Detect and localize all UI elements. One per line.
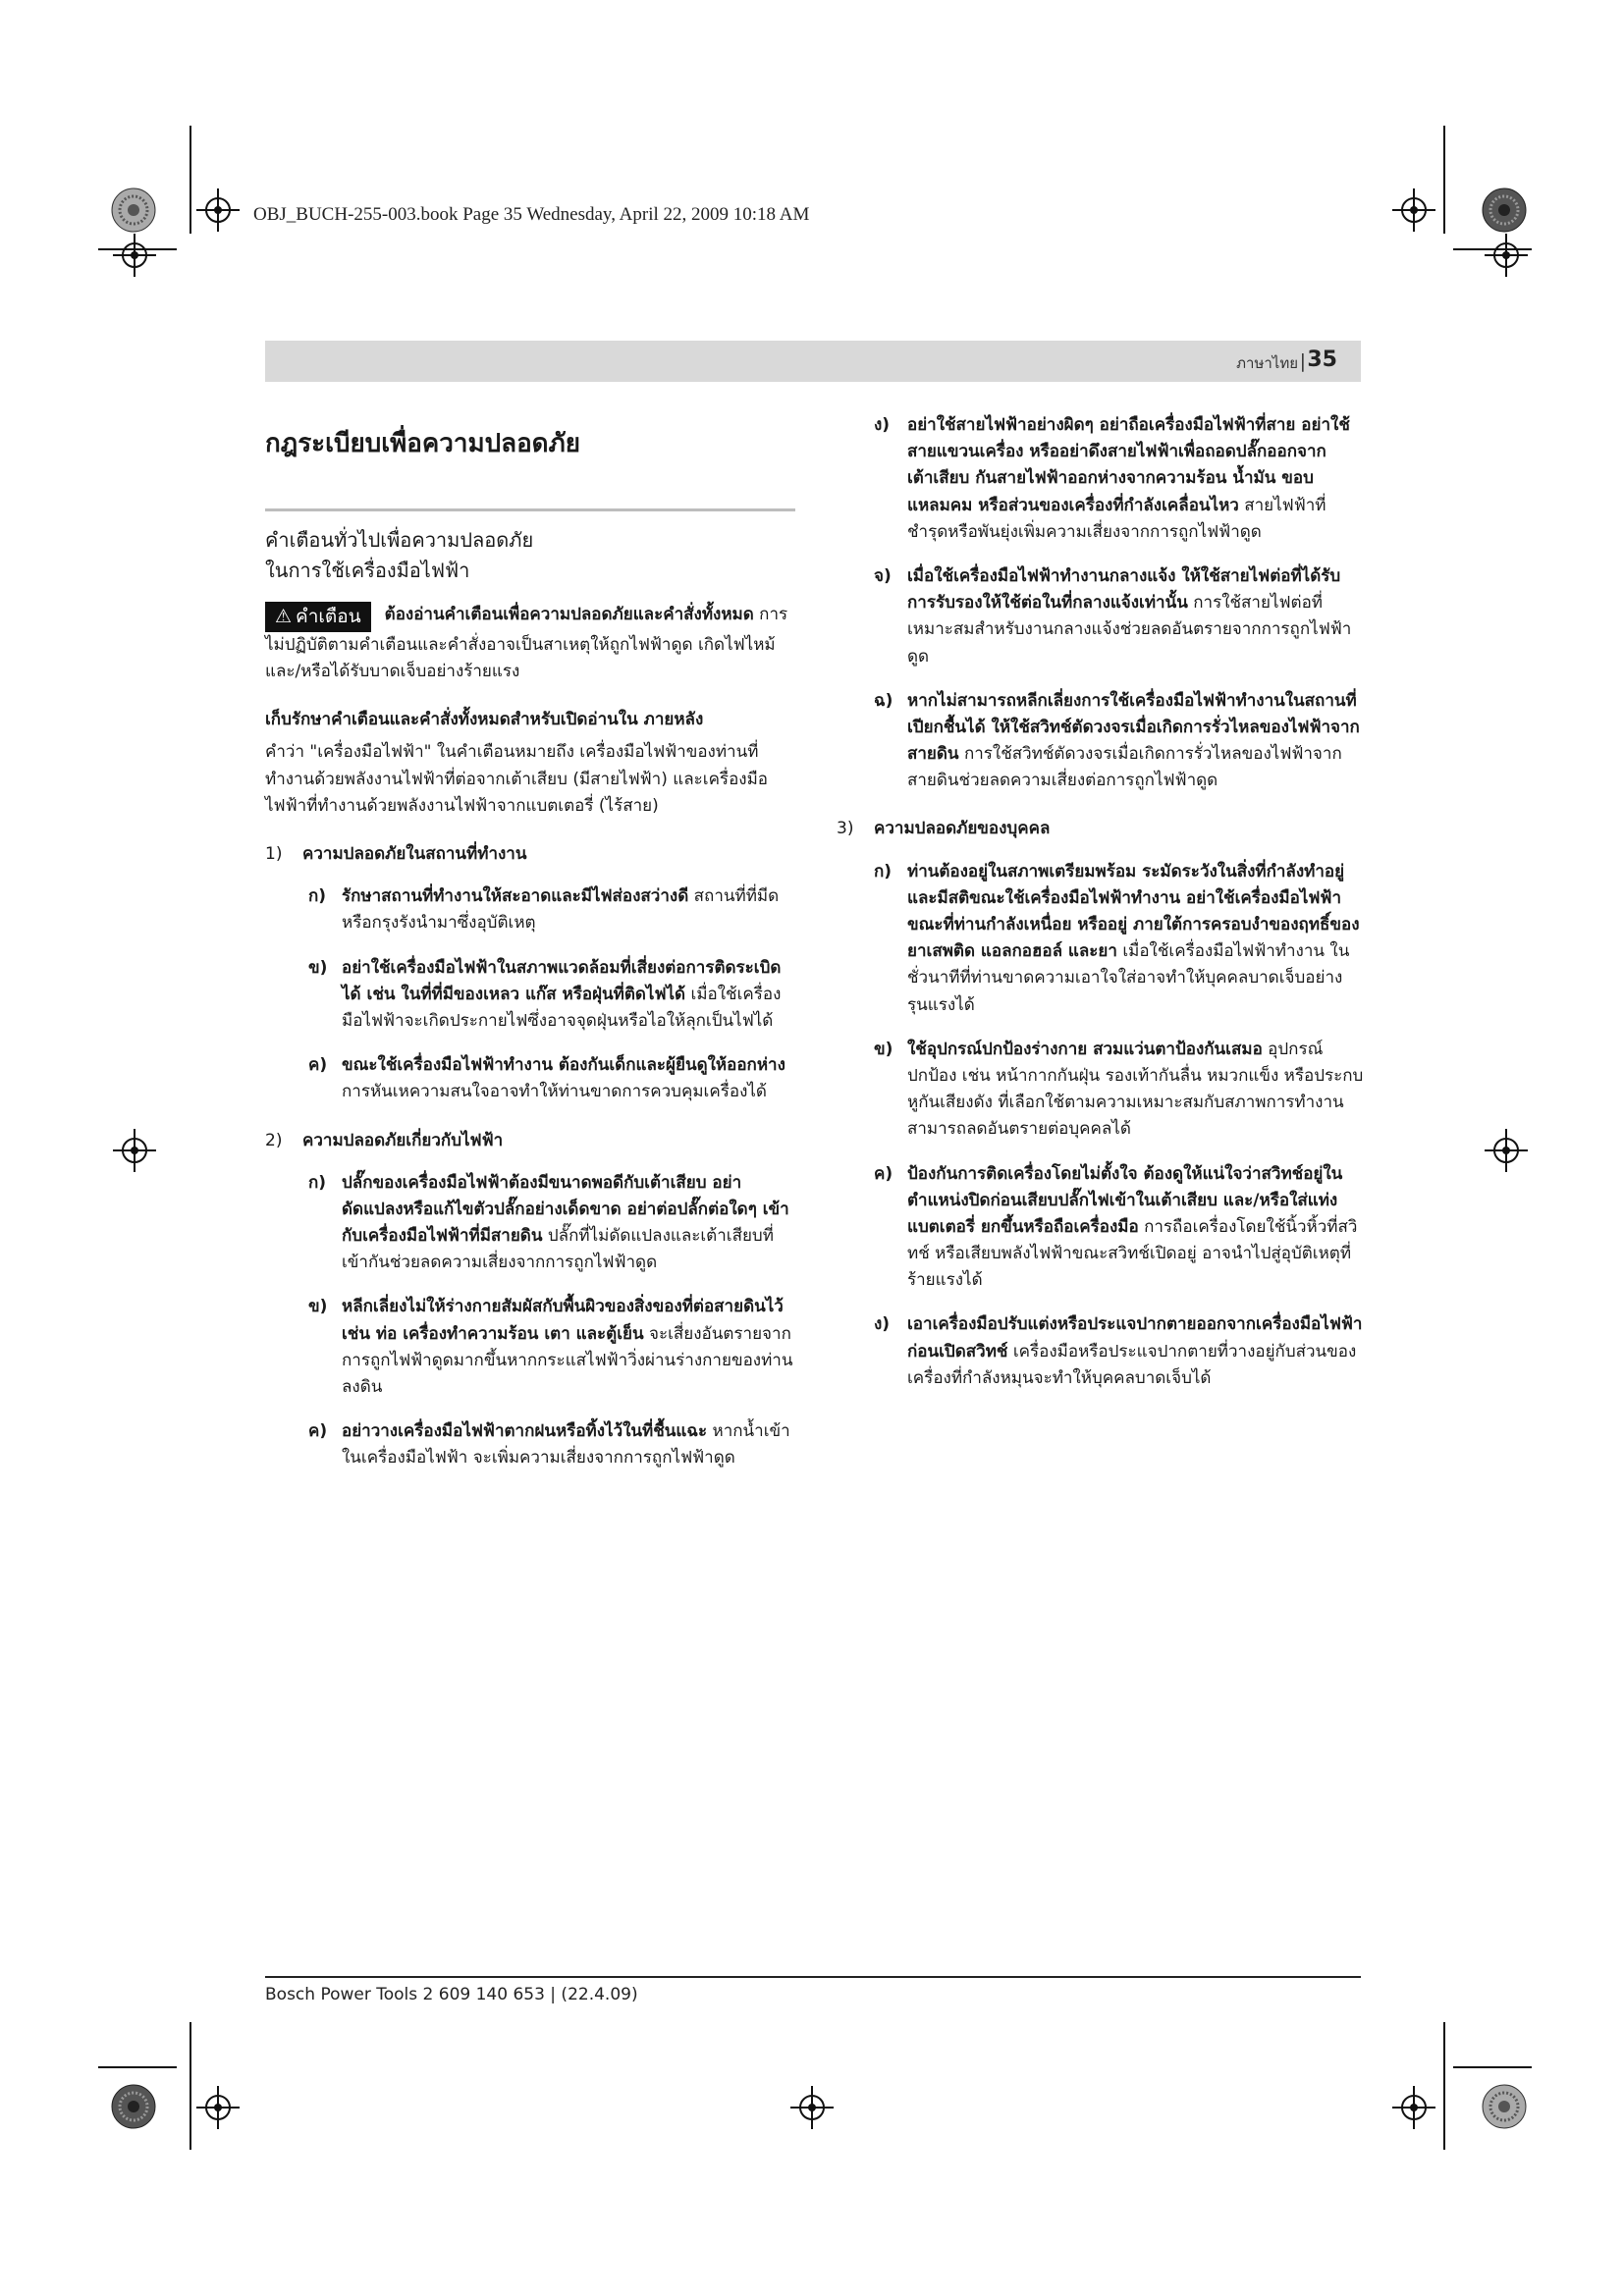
list-item: [874, 1311, 1365, 1392]
item-label: ฉ): [874, 690, 893, 711]
crop-mark: [1443, 2022, 1445, 2150]
section-heading-line2: ในการใช้เครื่องมือไฟฟ้า: [265, 559, 470, 583]
item-bold-text: เอาเครื่องมือปรับแต่งหรือประแจปากตายออกจากเครื่องมือไฟฟ้าก่อนเปิดสวิทช์: [907, 1314, 1363, 1362]
list-item: [874, 688, 1365, 795]
running-header: [265, 341, 1361, 382]
registration-crosshair-icon: [790, 2086, 834, 2129]
warning-triangle-icon: ⚠: [275, 606, 293, 628]
registration-crosshair-icon: [196, 2086, 240, 2129]
item-text: เมื่อใช้เครื่องมือไฟฟ้าทำงาน ในชั่วนาทีที่ท่านขาดความเอาใจใส่อาจทำให้บุคคลบาดเจ็บอย่างรุนแรงได้: [907, 941, 1350, 1015]
item-label: ค): [308, 1421, 328, 1442]
section-1-heading: [265, 841, 795, 868]
item-bold-text: ใช้อุปกรณ์ปกป้องร่างกาย สวมแว่นตาป้องกันเสมอ: [907, 1039, 1263, 1059]
crop-mark: [1453, 2066, 1532, 2068]
section-2-heading: [265, 1128, 795, 1154]
item-bold-text: เมื่อใช้เครื่องมือไฟฟ้าทำงานกลางแจ้ง ให้ใช้สายไฟต่อที่ได้รับการรับรองให้ใช้ต่อในที่กลางแจ้งเท่านั้น: [907, 565, 1341, 614]
section-number: 1): [265, 844, 283, 865]
section-heading: [265, 525, 795, 586]
warning-badge: [265, 602, 371, 632]
section-number: 3): [837, 819, 854, 839]
item-label: ข): [308, 1297, 328, 1317]
item-label: ค): [874, 1163, 893, 1184]
item-label: ข): [874, 1039, 893, 1059]
item-text: อุปกรณ์ปกป้อง เช่น หน้ากากกันฝุ่น รองเท้ากันลื่น หมวกแข็ง หรือประกบหูกันเสียงดัง ที่เลือกใช้ตามความเหมาะสมกับสภาพการทำงาน สามารถลดอันตรายต่อบุคคลได้: [907, 1039, 1364, 1140]
list-item: [308, 1052, 795, 1105]
section-title: ความปลอดภัยเกี่ยวกับไฟฟ้า: [302, 1130, 504, 1150]
warning-badge-label: คำเตือน: [296, 606, 361, 628]
color-bar-rosette-icon: [1481, 2083, 1528, 2130]
item-text: สายไฟฟ้าที่ชำรุดหรือพันยุ่งเพิ่มความเสี่ยงจากการถูกไฟฟ้าดูด: [907, 495, 1326, 542]
registration-crosshair-icon: [1485, 1129, 1528, 1172]
section-title: ความปลอดภัยในสถานที่ทำงาน: [302, 844, 527, 865]
item-text: จะเสี่ยงอันตรายจากการถูกไฟฟ้าดูดมากขึ้นหากกระแสไฟฟ้าวิ่งผ่านร่างกายของท่านลงดิน: [342, 1323, 793, 1398]
item-text: การถือเครื่องโดยใช้นิ้วหิ้วที่สวิทช์ หรือเสียบพลังไฟฟ้าขณะสวิทช์เปิดอยู่ อาจนำไปสู่อุบัติเหตุที่ร้ายแรงได้: [907, 1216, 1358, 1291]
registration-crosshair-icon: [113, 234, 156, 277]
item-text: สถานที่ที่มีดหรือกรุงรังนำมาซึ่งอุบัติเหตุ: [342, 886, 780, 934]
warning-bold-text: ต้องอ่านคำเตือนเพื่อความปลอดภัยและคำสั่งทั้งหมด: [384, 605, 754, 625]
item-label: ข): [308, 957, 328, 978]
page-number: 35: [1307, 347, 1337, 372]
list-item: [874, 1161, 1365, 1295]
color-bar-rosette-icon: [1481, 187, 1528, 234]
registration-crosshair-icon: [1485, 234, 1528, 277]
item-bold-text: หลีกเลี่ยงไม่ให้ร่างกายสัมผัสกับพื้นผิวของสิ่งของที่ต่อสายดินไว้ เช่น ท่อ เครื่องทำความร้อน เตา และตู้เย็น: [342, 1297, 784, 1344]
color-bar-rosette-icon: [110, 187, 157, 234]
file-header: OBJ_BUCH-255-003.book Page 35 Wednesday, April 22, 2009 10:18 AM: [253, 204, 810, 225]
footer-rule: [265, 1976, 1361, 1978]
keep-instructions-heading: เก็บรักษาคำเตือนและคำสั่งทั้งหมดสำหรับเปิดอ่านใน ภายหลัง: [265, 710, 704, 730]
list-item: [874, 859, 1365, 1019]
item-label: ก): [308, 886, 327, 907]
section-heading-line1: คำเตือนทั่วไปเพื่อความปลอดภัย: [265, 528, 534, 553]
page-footer: Bosch Power Tools 2 609 140 653 | (22.4.09): [265, 1985, 638, 2004]
list-item: [308, 955, 795, 1036]
crop-mark: [1443, 126, 1445, 234]
item-label: ก): [308, 1172, 327, 1193]
section-title: ความปลอดภัยของบุคคล: [874, 819, 1051, 839]
item-text: การใช้สวิทช์ตัดวงจรเมื่อเกิดการรั่วไหลของไฟฟ้าจากสายดินช่วยลดความเสี่ยงต่อการถูกไฟฟ้าดูด: [907, 744, 1342, 791]
crop-mark: [98, 2066, 177, 2068]
list-item: [308, 1170, 795, 1277]
header-language: ภาษาไทย: [1236, 354, 1298, 372]
warning-text: การไม่ปฏิบัติตามคำเตือนและคำสั่งอาจเป็นสาเหตุให้ถูกไฟฟ้าดูด เกิดไฟไหม้ และ/หรือได้รับบาดเจ็บอย่างร้ายแรง: [265, 605, 788, 682]
list-item: [308, 1418, 795, 1471]
registration-crosshair-icon: [113, 1129, 156, 1172]
item-text: การใช้สายไฟต่อที่เหมาะสมสำหรับงานกลางแจ้งช่วยลดอันตรายจากการถูกไฟฟ้าดูด: [907, 593, 1352, 667]
item-text: ปลั๊กที่ไม่ดัดแปลงและเต้าเสียบที่เข้ากันช่วยลดความเสี่ยงจากการถูกไฟฟ้าดูด: [342, 1226, 774, 1273]
item-bold-text: อย่าใช้สายไฟฟ้าอย่างผิดๆ อย่าถือเครื่องมือไฟฟ้าที่สาย อย่าใช้สายแขวนเครื่อง หรืออย่าดึงสายไฟฟ้าเพื่อถอดปลั๊กออกจากเต้าเสียบ กันสายไฟฟ้าออกห่างจากความร้อน น้ำมัน ขอบแหลมคม หรือส่วนของเครื่องที่กำลังเคลื่อนไหว: [907, 415, 1350, 515]
crop-mark: [189, 2022, 191, 2150]
header-separator: |: [1299, 350, 1306, 372]
item-text: หากน้ำเข้าในเครื่องมือไฟฟ้า จะเพิ่มความเสี่ยงจากการถูกไฟฟ้าดูด: [342, 1421, 790, 1468]
list-item: [874, 412, 1365, 546]
item-bold-text: หากไม่สามารถหลีกเลี่ยงการใช้เครื่องมือไฟฟ้าทำงานในสถานที่เปียกชื้นได้ ให้ใช้สวิทช์ตัดวงจรเมื่อเกิดการรั่วไหลของไฟฟ้าจากสายดิน: [907, 690, 1360, 765]
item-label: ก): [874, 861, 893, 881]
list-item: [308, 883, 795, 936]
item-text: เครื่องมือหรือประแจปากตายที่วางอยู่กับส่วนของเครื่องที่กำลังหมุนจะทำให้บุคคลบาดเจ็บได้: [907, 1341, 1357, 1388]
section-3-heading: [837, 816, 1365, 842]
warning-block: [265, 602, 795, 685]
item-label: ค): [308, 1055, 328, 1076]
page-title: กฎระเบียบเพื่อความปลอดภัย: [265, 429, 580, 458]
list-item: [874, 563, 1365, 670]
item-label: ง): [874, 1314, 891, 1335]
left-column: [265, 412, 795, 1490]
item-bold-text: อย่าใช้เครื่องมือไฟฟ้าในสภาพแวดล้อมที่เสี่ยงต่อการติดระเบิดได้ เช่น ในที่ที่มีของเหลว แก๊ส หรือฝุ่นที่ติดไฟได้: [342, 957, 782, 1004]
item-bold-text: ขณะใช้เครื่องมือไฟฟ้าทำงาน ต้องกันเด็กและผู้ยืนดูให้ออกห่าง: [342, 1055, 785, 1076]
item-label: จ): [874, 565, 892, 586]
registration-crosshair-icon: [196, 188, 240, 232]
registration-crosshair-icon: [1392, 188, 1435, 232]
item-bold-text: ท่านต้องอยู่ในสภาพเตรียมพร้อม ระมัดระวังในสิ่งที่กำลังทำอยู่ และมีสติขณะใช้เครื่องมือไฟฟ้าทำงาน อย่าใช้เครื่องมือไฟฟ้าขณะที่ท่านกำลังเหนื่อย หรืออยู่ ภายใต้การครอบงำของฤทธิ์ของยาเสพติด แอลกอฮอล์ และยา: [907, 861, 1360, 962]
item-text: เมื่อใช้เครื่องมือไฟฟ้าจะเกิดประกายไฟซึ่งอาจจุดฝุ่นหรือไอให้ลุกเป็นไฟได้: [342, 984, 782, 1031]
list-item: [308, 1294, 795, 1401]
item-text: การหันเหความสนใจอาจทำให้ท่านขาดการควบคุมเครื่องได้: [342, 1082, 767, 1102]
item-bold-text: ป้องกันการติดเครื่องโดยไม่ตั้งใจ ต้องดูให้แน่ใจว่าสวิทช์อยู่ในตำแหน่งปิดก่อนเสียบปลั๊กไฟเข้าในเต้าเสียบ และ/หรือใส่แท่งแบตเตอรี่ ยกขึ้นหรือถือเครื่องมือ: [907, 1163, 1343, 1237]
section-number: 2): [265, 1130, 283, 1150]
item-bold-text: รักษาสถานที่ทำงานให้สะอาดและมีไฟส่องสว่างดี: [342, 886, 689, 907]
item-label: ง): [874, 415, 891, 435]
item-bold-text: ปลั๊กของเครื่องมือไฟฟ้าต้องมีขนาดพอดีกับเต้าเสียบ อย่าดัดแปลงหรือแก้ไขตัวปลั๊กอย่างเด็ดขาด อย่าต่อปลั๊กต่อใดๆ เข้ากับเครื่องมือไฟฟ้าที่มีสายดิน: [342, 1172, 789, 1247]
registration-crosshair-icon: [1392, 2086, 1435, 2129]
item-bold-text: อย่าวางเครื่องมือไฟฟ้าตากฝนหรือทิ้งไว้ในที่ชื้นแฉะ: [342, 1421, 708, 1442]
section-rule: [265, 508, 795, 511]
list-item: [874, 1037, 1365, 1144]
crop-mark: [189, 126, 191, 234]
definition-paragraph: คำว่า "เครื่องมือไฟฟ้า" ในคำเตือนหมายถึง เครื่องมือไฟฟ้าของท่านที่ทำงานด้วยพลังงานไฟฟ้าที่ต่อจากเต้าเสียบ (มีสายไฟฟ้า) และเครื่องมือไฟฟ้าที่ทำงานด้วยพลังงานไฟฟ้าจากแบตเตอรี่ (ไร้สาย): [265, 742, 768, 816]
right-column: [837, 412, 1365, 1410]
color-bar-rosette-icon: [110, 2083, 157, 2130]
